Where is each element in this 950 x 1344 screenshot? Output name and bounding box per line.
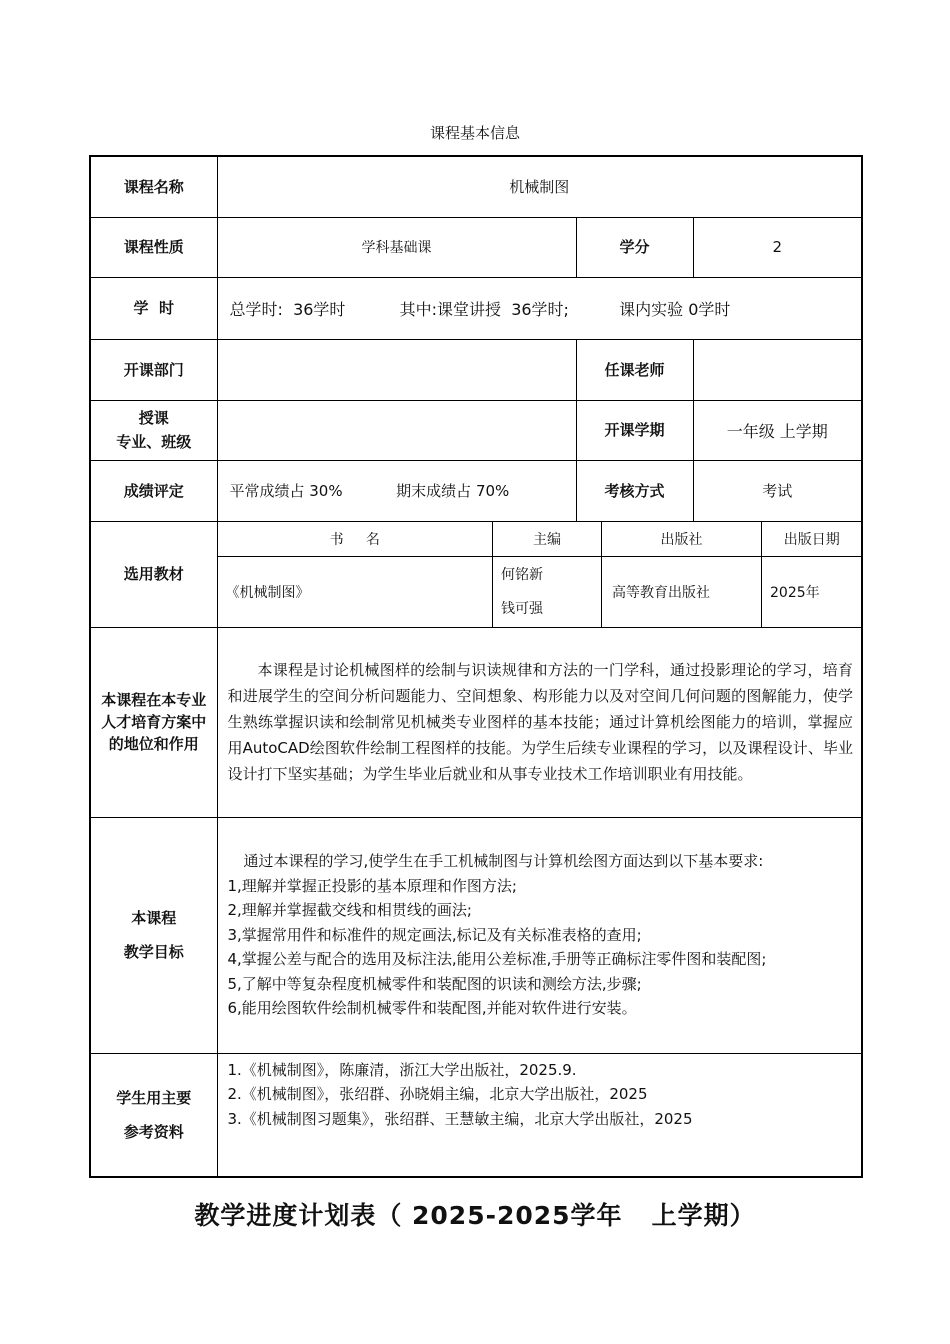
row-course-name [90, 156, 862, 217]
goals-intro: 通过本课程的学习,使学生在手工机械制图与计算机绘图方面达到以下基本要求: [243, 852, 764, 871]
goals-cell [217, 817, 862, 1053]
header-publisher: 出版社 [602, 522, 762, 557]
goal-item: 2,理解并掌握截交线和相贯线的画法; [227, 901, 472, 920]
major-label [90, 400, 217, 460]
row-course-nature [90, 217, 862, 277]
goals-label-line1: 本课程 [131, 909, 177, 927]
term-label: 开课学期 [576, 400, 693, 460]
textbook-table [218, 522, 862, 627]
references-label-line2: 参考资料 [123, 1122, 184, 1141]
hours-value [217, 277, 862, 339]
goal-item: 3,掌握常用件和标准件的规定画法,标记及有关标准表格的查用; [227, 925, 642, 944]
goals-label [90, 817, 217, 1053]
teacher-value [693, 339, 862, 400]
header-editor: 主编 [493, 522, 602, 557]
reference-item: 2.《机械制图》，张绍群、孙晓娟主编，北京大学出版社，2025 [227, 1085, 648, 1103]
references-label-line1: 学生用主要 [116, 1088, 192, 1107]
grading-label: 成绩评定 [90, 460, 217, 521]
textbook-header-row [218, 522, 862, 557]
course-nature-value: 学科基础课 [217, 217, 576, 277]
book-date: 2025年 [762, 557, 862, 627]
classroom-hours: 其中:课堂讲授 36学时; [399, 299, 569, 319]
references-label [90, 1053, 217, 1177]
row-hours [90, 277, 862, 339]
row-department [90, 339, 862, 400]
exam-value: 考试 [693, 460, 862, 521]
credit-value: 2 [693, 217, 862, 277]
grading-value [217, 460, 576, 521]
major-label-line2: 专业、班级 [116, 433, 192, 451]
course-nature-label: 课程性质 [90, 217, 217, 277]
total-hours: 总学时: 36学时 [229, 299, 346, 319]
row-role [90, 627, 862, 817]
goal-item: 1,理解并掌握正投影的基本原理和作图方法; [227, 876, 517, 895]
book-editors [493, 557, 602, 627]
course-info-table [89, 155, 863, 1178]
textbook-label: 选用教材 [90, 521, 217, 627]
reference-item: 3.《机械制图习题集》，张绍群、王慧敏主编，北京大学出版社，2025 [227, 1109, 693, 1128]
role-label: 本课程在本专业人才培育方案中的地位和作用 [90, 627, 217, 817]
row-references [90, 1053, 862, 1177]
row-grading [90, 460, 862, 521]
row-textbook [90, 521, 862, 627]
table-caption: 课程基本信息 [429, 124, 520, 142]
reference-item: 1.《机械制图》，陈廉清，浙江大学出版社，2025.9. [227, 1060, 577, 1079]
textbook-row [218, 557, 862, 627]
goal-item: 4,掌握公差与配合的选用及标注法,能用公差标准,手册等正确标注零件图和装配图; [227, 950, 767, 969]
book-editor-2: 钱可强 [501, 600, 543, 617]
exam-label: 考核方式 [576, 460, 693, 521]
major-value [217, 400, 576, 460]
goals-label-line2: 教学目标 [123, 943, 184, 961]
final-grade: 期末成绩占 70% [396, 482, 510, 500]
row-major [90, 400, 862, 460]
role-text-cell [217, 627, 862, 817]
schedule-title: 教学进度计划表（ 2025-2025学年 上学期） [194, 1201, 756, 1230]
course-name-value: 机械制图 [217, 156, 862, 217]
role-text: 本课程是讨论机械图样的绘制与识读规律和方法的一门学科，通过投影理论的学习，培育和进展学生的空间分析问题能力、空间想象、构形能力以及对空间几何问题的图解能力，使学生熟练掌握识读和绘制常见机械类专业图样的基本技能；通过计算机绘图能力的培训，掌握应用AutoCAD绘图软件绘制工程图样的技能。为学生后续专业课程的学习，以及课程设计、毕业设计打下坚实基础；为学生毕业后就业和从事专业技术工作培训职业有用技能。 [227, 661, 854, 783]
hours-label: 学 时 [90, 277, 217, 339]
textbook-cell [217, 521, 862, 627]
lab-hours: 课内实验 0学时 [619, 299, 731, 319]
references-cell [217, 1053, 862, 1177]
row-goals [90, 817, 862, 1053]
header-date: 出版日期 [762, 522, 862, 557]
book-publisher: 高等教育出版社 [602, 557, 762, 627]
course-name-label: 课程名称 [90, 156, 217, 217]
major-label-line1: 授课 [138, 409, 169, 427]
department-label: 开课部门 [90, 339, 217, 400]
credit-label: 学分 [576, 217, 693, 277]
header-book-name: 书 名 [218, 522, 493, 557]
department-value [217, 339, 576, 400]
book-title: 《机械制图》 [218, 557, 493, 627]
term-value: 一年级 上学期 [693, 400, 862, 460]
goal-item: 5,了解中等复杂程度机械零件和装配图的识读和测绘方法,步骤; [227, 974, 642, 993]
goal-item: 6,能用绘图软件绘制机械零件和装配图,并能对软件进行安装。 [227, 999, 637, 1018]
usual-grade: 平常成绩占 30% [229, 482, 343, 500]
teacher-label: 任课老师 [576, 339, 693, 400]
book-editor-1: 何铭新 [501, 566, 543, 583]
